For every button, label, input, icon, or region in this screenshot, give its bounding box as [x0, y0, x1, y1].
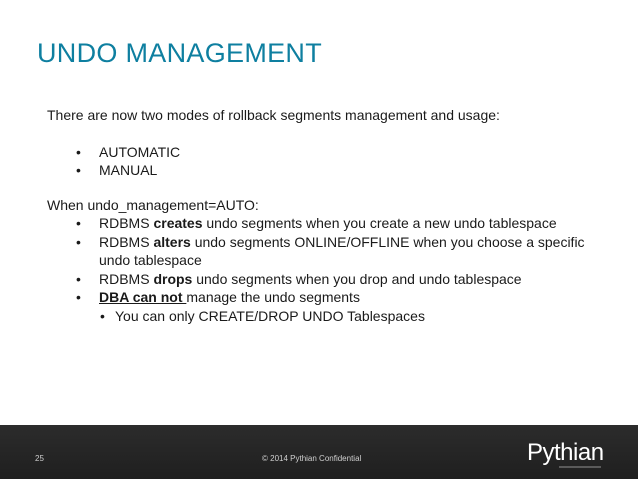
logo-text: Pythian — [527, 439, 604, 466]
auto-bullet-dba: • DBA can not manage the undo segments — [47, 288, 607, 307]
auto-bullet-creates: • RDBMS creates undo segments when you create a new undo tablespace — [47, 214, 607, 233]
logo-underline — [559, 466, 601, 468]
slide-body — [47, 106, 607, 325]
bullet-keyword: alters — [153, 233, 191, 250]
intro-text: There are now two modes of rollback segments management and usage: — [47, 107, 500, 123]
auto-bullets-list — [47, 214, 607, 307]
sub-bullet: • You can only CREATE/DROP UNDO Tablespaces — [47, 307, 607, 326]
pythian-logo — [527, 439, 607, 469]
modes-list — [47, 143, 607, 180]
page-number: 25 — [35, 454, 44, 463]
copyright-text: © 2014 Pythian Confidential — [262, 454, 362, 463]
mode-item: • MANUAL — [47, 161, 607, 180]
bullet-keyword: creates — [153, 215, 203, 231]
auto-bullet-drops: • RDBMS drops undo segments when you drop and undo tablespace — [47, 270, 607, 289]
mode-item: • AUTOMATIC — [47, 143, 607, 162]
footer-bar — [0, 425, 638, 479]
bullet-keyword-underlined: DBA can not — [99, 289, 187, 305]
slide-title: UNDO MANAGEMENT — [37, 38, 323, 68]
bullet-keyword: drops — [153, 270, 193, 287]
section-label: When undo_management=AUTO: — [47, 196, 259, 213]
sub-bullets-list — [47, 307, 607, 326]
auto-bullet-alters: • RDBMS alters undo segments ONLINE/OFFLINE when you choose a specific undo tablespace — [47, 233, 607, 270]
